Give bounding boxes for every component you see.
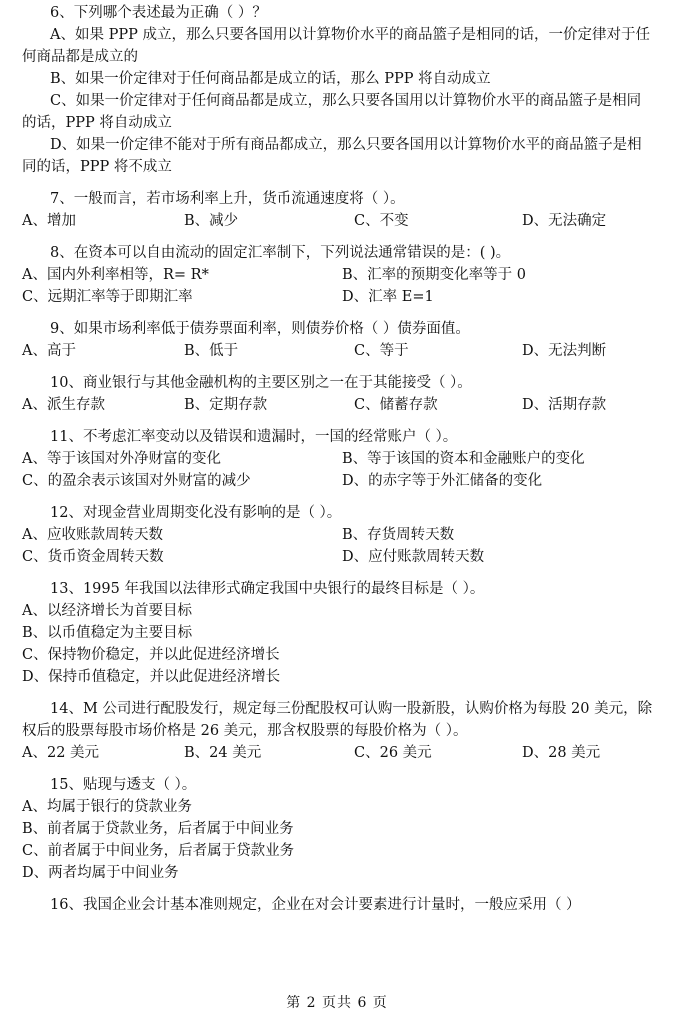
question-11 (22, 426, 654, 492)
option-b: B、等于该国的资本和金融账户的变化 (342, 451, 585, 467)
option-d: D、应付账款周转天数 (342, 549, 485, 565)
question-14 (22, 698, 654, 764)
option-c: C、26 美元 (354, 745, 432, 761)
question-stem: 14、M 公司进行配股发行，规定每三份配股权可认购一股新股，认购价格为每股 20 美元，除权后的股票每股市场价格是 26 美元，那含权股票的每股价格为（ ）。 (22, 701, 653, 739)
option-b: B、以币值稳定为主要目标 (22, 625, 193, 641)
question-12 (22, 502, 654, 568)
option-a: A、22 美元 (22, 745, 100, 761)
option-b: B、汇率的预期变化率等于 0 (342, 267, 526, 283)
option-c: C、的盈余表示该国对外财富的减少 (22, 473, 251, 489)
option-a: A、高于 (22, 343, 76, 359)
option-d: D、两者均属于中间业务 (22, 865, 179, 881)
option-a: A、均属于银行的贷款业务 (22, 799, 192, 815)
option-d: D、汇率 E=1 (342, 289, 434, 305)
option-d: D、无法判断 (522, 343, 607, 359)
option-b: B、低于 (184, 343, 239, 359)
question-stem: 10、商业银行与其他金融机构的主要区别之一在于其能接受（ ）。 (50, 375, 472, 391)
question-16 (22, 894, 654, 916)
option-c: C、储蓄存款 (354, 397, 438, 413)
question-stem: 16、我国企业会计基本准则规定，企业在对会计要素进行计量时，一般应采用（ ） (50, 897, 581, 913)
question-stem: 15、贴现与透支（ ）。 (50, 777, 197, 793)
option-c: C、远期汇率等于即期汇率 (22, 289, 193, 305)
option-a: A、如果 PPP 成立，那么只要各国用以计算物价水平的商品篮子是相同的话，一价定律对于任何商品都是成立的 (22, 27, 650, 65)
option-b: B、24 美元 (184, 745, 262, 761)
question-15 (22, 774, 654, 884)
question-stem: 6、下列哪个表述最为正确（ ）？ (50, 5, 267, 21)
question-9 (22, 318, 654, 362)
option-a: A、派生存款 (22, 397, 105, 413)
option-a: A、应收账款周转天数 (22, 527, 163, 543)
option-a: A、增加 (22, 213, 76, 229)
question-stem: 13、1995 年我国以法律形式确定我国中央银行的最终目标是（ ）。 (50, 581, 485, 597)
question-stem: 7、一般而言，若市场利率上升，货币流通速度将（ ）。 (50, 191, 405, 207)
option-c: C、保持物价稳定，并以此促进经济增长 (22, 647, 280, 663)
option-d: D、活期存款 (522, 397, 607, 413)
option-c: C、等于 (354, 343, 409, 359)
option-d: D、保持币值稳定，并以此促进经济增长 (22, 669, 281, 685)
question-6 (22, 2, 654, 178)
option-b: B、减少 (184, 213, 239, 229)
option-c: C、不变 (354, 213, 409, 229)
option-b: B、定期存款 (184, 397, 268, 413)
question-stem: 9、如果市场利率低于债券票面利率，则债券价格（ ）债券面值。 (50, 321, 470, 337)
option-c: C、前者属于中间业务，后者属于贷款业务 (22, 843, 295, 859)
question-7 (22, 188, 654, 232)
question-stem: 12、对现金营业周期变化没有影响的是（ ）。 (50, 505, 342, 521)
option-b: B、存货周转天数 (342, 527, 455, 543)
option-d: D、28 美元 (522, 745, 601, 761)
option-b: B、前者属于贷款业务，后者属于中间业务 (22, 821, 294, 837)
option-c: C、货币资金周转天数 (22, 549, 164, 565)
question-stem: 8、在资本可以自由流动的固定汇率制下，下列说法通常错误的是：( )。 (50, 245, 511, 261)
option-d: D、的赤字等于外汇储备的变化 (342, 473, 543, 489)
option-d: D、无法确定 (522, 213, 607, 229)
option-a: A、国内外利率相等，R= R* (22, 267, 209, 283)
option-a: A、等于该国对外净财富的变化 (22, 451, 221, 467)
question-13 (22, 578, 654, 688)
option-a: A、以经济增长为首要目标 (22, 603, 192, 619)
option-c: C、如果一价定律对于任何商品都是成立，那么只要各国用以计算物价水平的商品篮子是相同的话，PPP 将自动成立 (22, 93, 642, 131)
question-10 (22, 372, 654, 416)
option-b: B、如果一价定律对于任何商品都是成立的话，那么 PPP 将自动成立 (50, 71, 491, 87)
question-8 (22, 242, 654, 308)
question-stem: 11、不考虑汇率变动以及错误和遗漏时，一国的经常账户（ ）。 (50, 429, 458, 445)
page-number-footer: 第 2 页共 6 页 (286, 995, 388, 1011)
option-d: D、如果一价定律不能对于所有商品都成立，那么只要各国用以计算物价水平的商品篮子是相同的话，PPP 将不成立 (22, 137, 642, 175)
